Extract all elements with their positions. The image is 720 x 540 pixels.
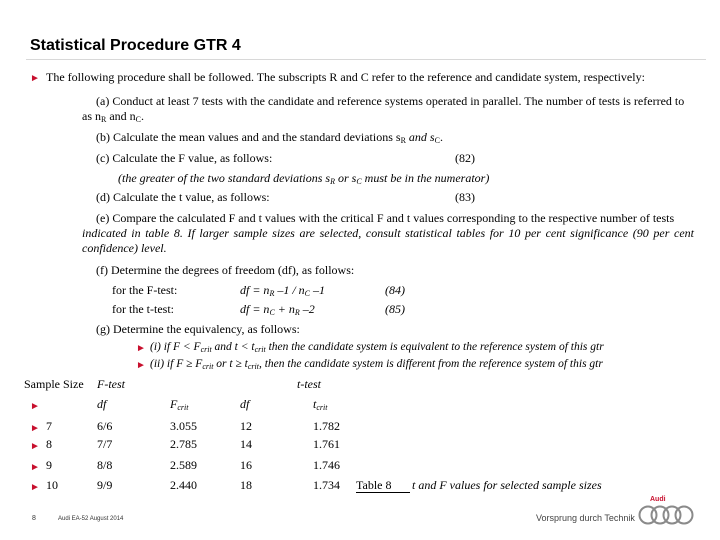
equation-84: (84) xyxy=(385,283,405,297)
table-subheader-fcrit: $F_{crit}$ xyxy=(170,397,189,412)
cell-fcrit: 2.785 xyxy=(170,437,197,451)
cell-fcrit: 2.589 xyxy=(170,458,197,472)
cell-df-t: 12 xyxy=(240,419,252,433)
bullet-arrow-icon: ► xyxy=(136,343,146,354)
step-a-line1: (a) Conduct at least 7 tests with the candidate and reference systems operated in parallel. The number of tests is referred to xyxy=(96,94,685,108)
equivalence-case-ii: (ii) if $F \ge F_{crit}$ or $t \ge t_{crit}$, then the candidate system is different from the reference system of this gtr xyxy=(150,358,603,371)
bullet-arrow-icon: ► xyxy=(30,462,40,473)
table-subheader-df-t: df xyxy=(240,397,250,411)
cell-fcrit: 2.440 xyxy=(170,478,197,492)
bullet-arrow-icon: ► xyxy=(30,401,40,412)
t-test-label: for the t-test: xyxy=(112,302,174,316)
audi-logo-text: Audi xyxy=(650,496,666,503)
step-e-line2: indicated in table 8. If larger sample sizes are selected, consult statistical tables for 10 per cent significance (90 per cent xyxy=(82,226,694,240)
bullet-arrow-icon: ► xyxy=(30,441,40,452)
cell-sample-size: 7 xyxy=(46,419,52,433)
table-subheader-tcrit: $t_{crit}$ xyxy=(313,397,328,412)
step-b-text: (b) Calculate the mean values and and the standard deviations $s_R$ and $s_C$. xyxy=(96,130,443,145)
equation-83: (83) xyxy=(455,190,475,204)
equivalence-case-i: (i) if $F < F_{crit}$ and $t < t_{crit}$ then the candidate system is equivalent to the reference system of this gtr xyxy=(150,341,604,354)
bullet-arrow-icon: ► xyxy=(30,73,40,84)
bullet-arrow-icon: ► xyxy=(30,423,40,434)
page-title: Statistical Procedure GTR 4 xyxy=(30,37,241,54)
brand-tagline: Vorsprung durch Technik xyxy=(536,513,635,523)
table-header-t-test: t-test xyxy=(297,377,321,391)
cell-df-f: 9/9 xyxy=(97,478,113,492)
bullet-arrow-icon: ► xyxy=(30,482,40,493)
audi-rings-icon xyxy=(638,504,694,526)
cell-sample-size: 10 xyxy=(46,478,58,492)
step-e-line1: (e) Compare the calculated F and t values with the critical F and t values corresponding to the respective number of tests xyxy=(96,211,675,225)
cell-tcrit: 1.782 xyxy=(313,419,340,433)
table-subheader-df-f: df xyxy=(97,397,107,411)
intro-text: The following procedure shall be followed. The subscripts R and C refer to the reference and candidate system, respectively: xyxy=(46,70,645,84)
title-divider xyxy=(26,59,706,60)
cell-tcrit: 1.761 xyxy=(313,437,340,451)
page-number: 8 xyxy=(32,515,36,522)
cell-df-t: 16 xyxy=(240,458,252,472)
step-c-note: (the greater of the two standard deviations $s_R$ or $s_C$ must be in the numerator) xyxy=(118,171,490,186)
table-header-sample-size: Sample Size xyxy=(24,377,84,391)
cell-tcrit: 1.734 xyxy=(313,478,340,492)
cell-fcrit: 3.055 xyxy=(170,419,197,433)
step-c-text: (c) Calculate the F value, as follows: xyxy=(96,151,273,165)
table-header-f-test: F-test xyxy=(97,377,125,391)
footer-source: Audi EA-52 August 2014 xyxy=(58,516,124,522)
f-test-formula: df = $n_R$ $-1 / n_C$ –1 xyxy=(240,283,326,298)
step-e-line3: confidence) level. xyxy=(82,241,167,255)
step-g-text: (g) Determine the equivalency, as follows: xyxy=(96,322,300,336)
cell-sample-size: 8 xyxy=(46,437,52,451)
equation-82: (82) xyxy=(455,151,475,165)
cell-tcrit: 1.746 xyxy=(313,458,340,472)
step-f-text: (f) Determine the degrees of freedom (df), as follows: xyxy=(96,263,355,277)
step-a-line2: as $n_R$ and $n_C$. xyxy=(82,109,145,124)
table-caption: Table 8 t and F values for selected sample sizes xyxy=(356,478,602,492)
cell-sample-size: 9 xyxy=(46,458,52,472)
f-test-label: for the F-test: xyxy=(112,283,178,297)
cell-df-t: 14 xyxy=(240,437,252,451)
cell-df-f: 8/8 xyxy=(97,458,113,472)
cell-df-t: 18 xyxy=(240,478,252,492)
cell-df-f: 7/7 xyxy=(97,437,113,451)
step-d-text: (d) Calculate the t value, as follows: xyxy=(96,190,270,204)
cell-df-f: 6/6 xyxy=(97,419,113,433)
equation-85: (85) xyxy=(385,302,405,316)
t-test-formula: df = $n_C + n_R$ –2 xyxy=(240,302,315,317)
bullet-arrow-icon: ► xyxy=(136,360,146,371)
